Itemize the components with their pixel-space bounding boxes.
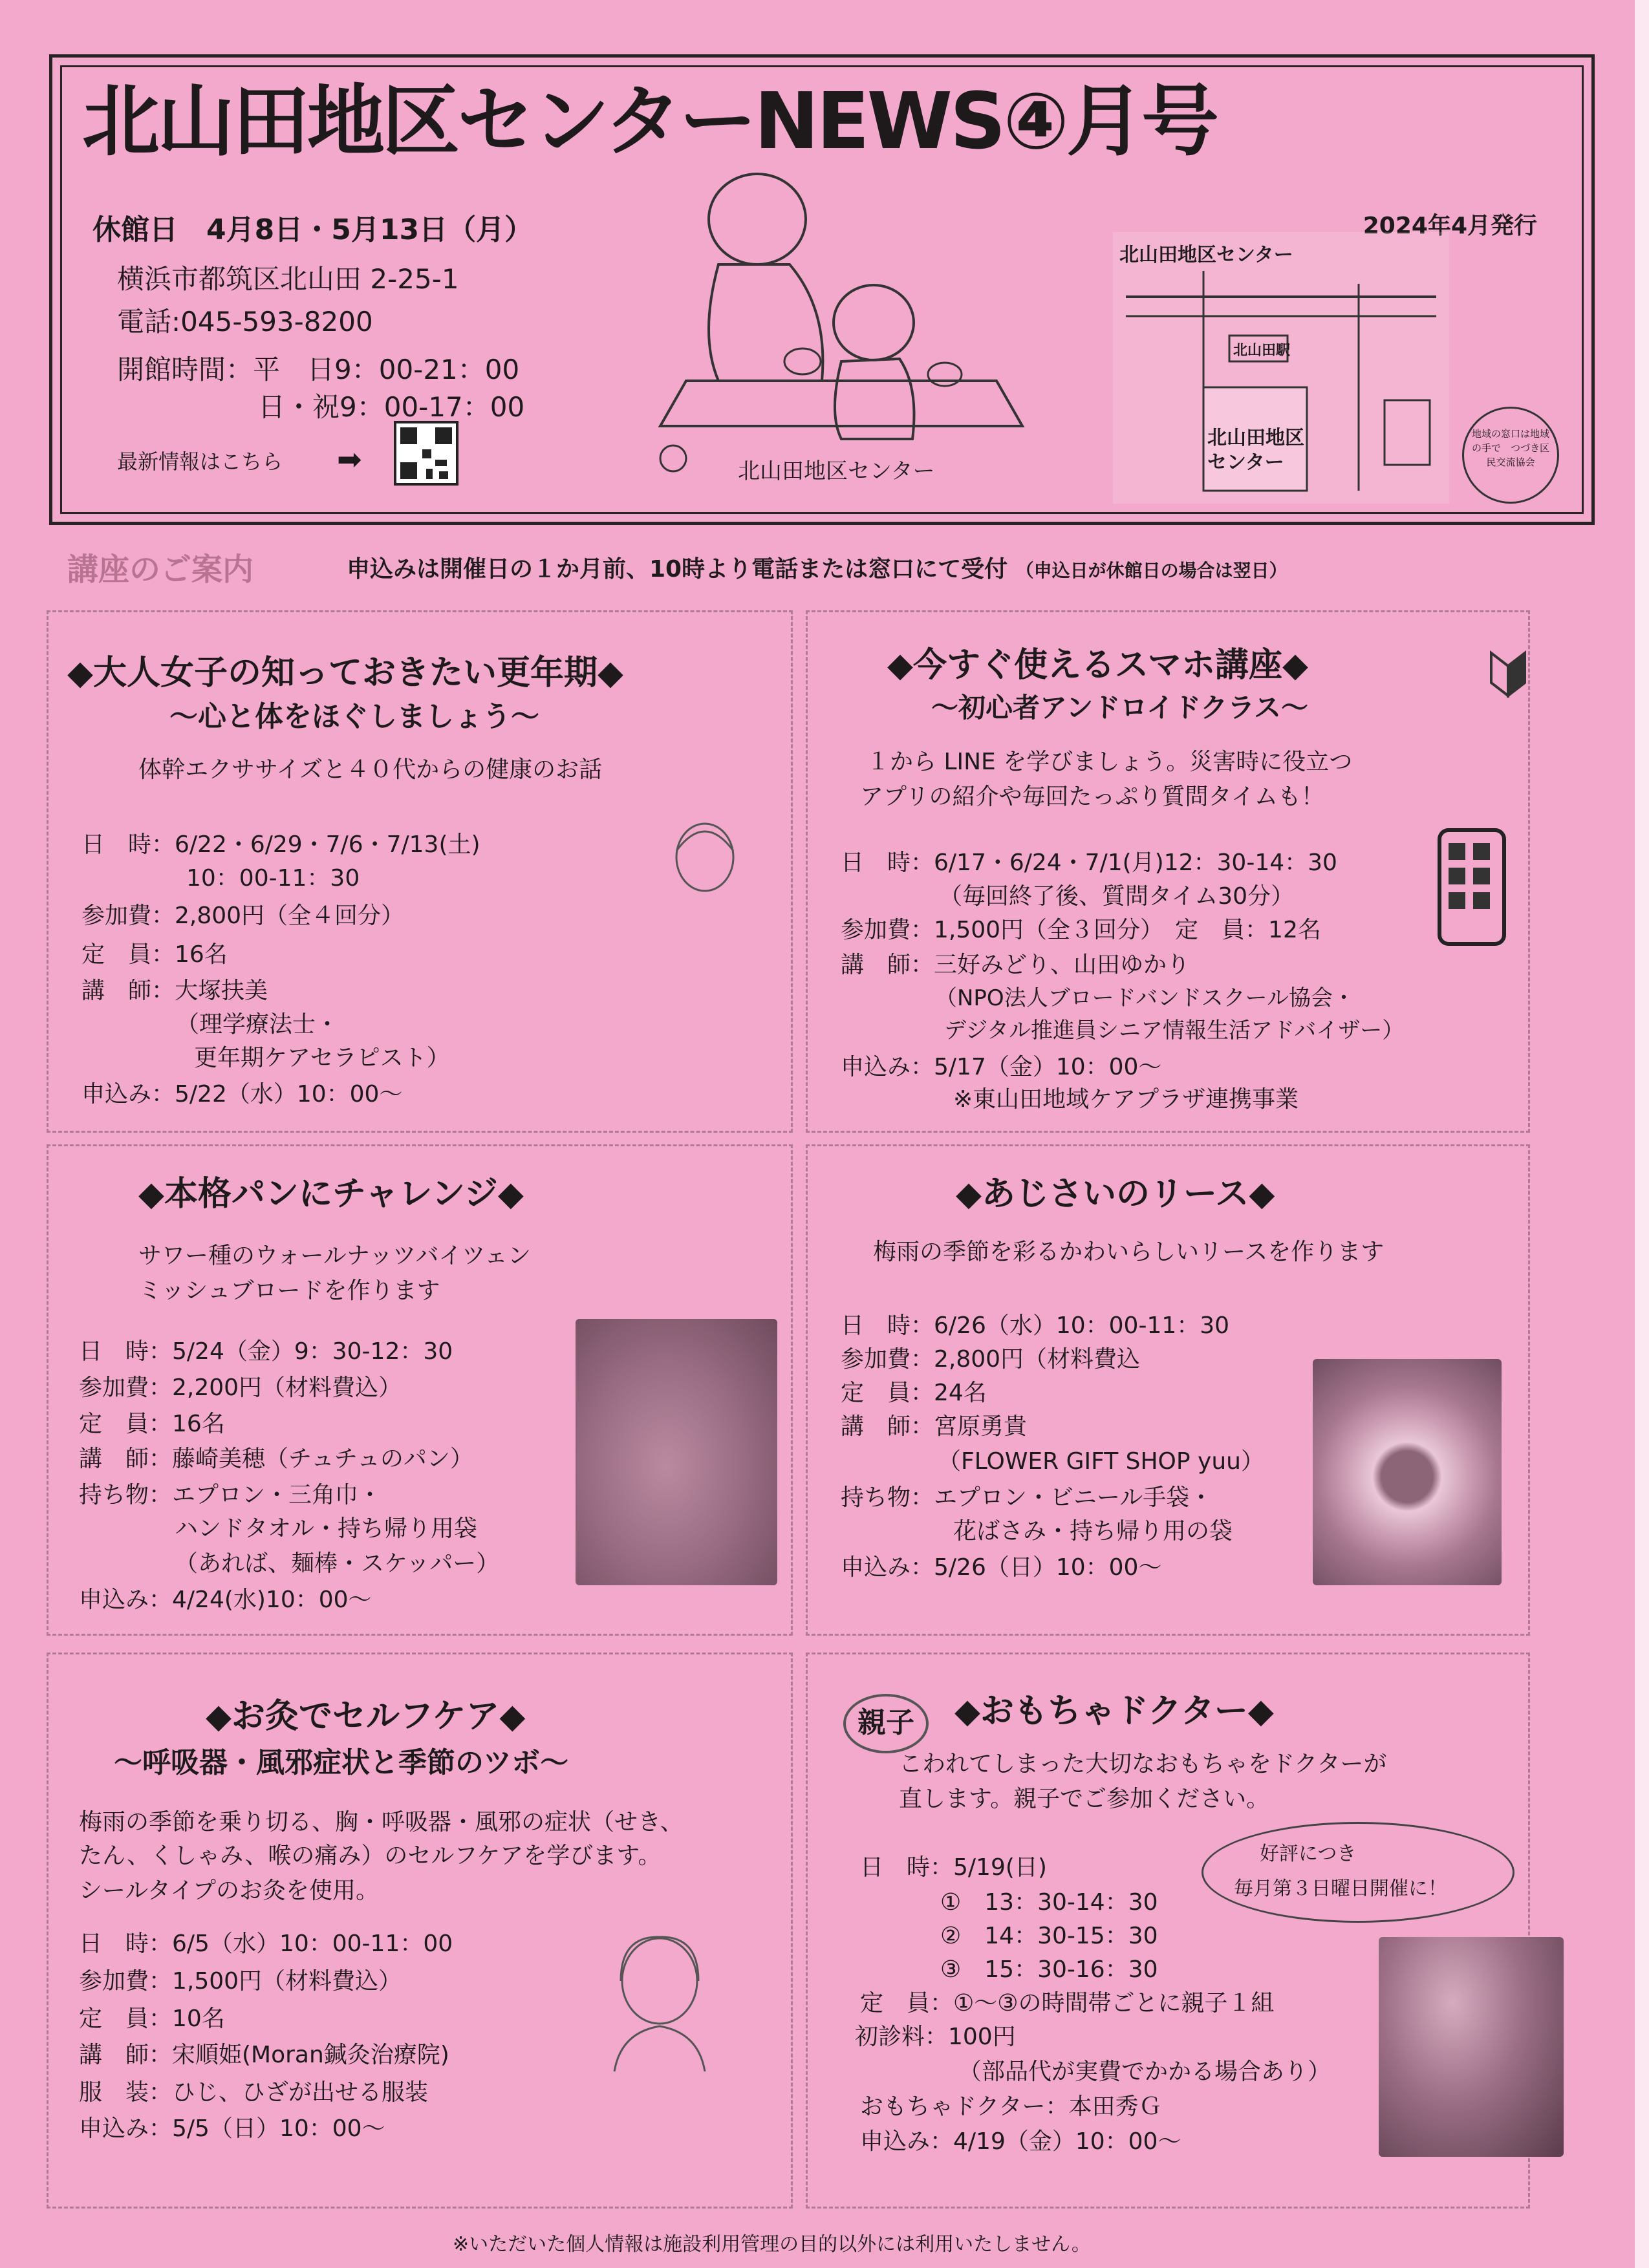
bread-apply: 申込み：4/24(水)10：00～ [79,1587,372,1613]
qr-code[interactable] [394,421,458,486]
menopause-lecturer: 講 師：大塚扶美 [81,978,268,1004]
toy-doctor-slot3: ③ 15：30-16：30 [940,1956,1158,1983]
wreath-photo [1313,1359,1502,1585]
wreath-items1: 持ち物：エプロン・ビニール手袋・ [841,1484,1213,1511]
beginner-mark-icon [1486,647,1531,698]
header-box [49,54,1595,525]
smartphone-date: 日 時：6/17・6/24・7/1(月)12：30-14：30 [841,850,1337,876]
phone: 電話:045-593-8200 [117,306,373,337]
wreath-desc: 梅雨の季節を彩るかわいらしいリースを作ります [873,1239,1385,1265]
moxa-desc1: 梅雨の季節を乗り切る、胸・呼吸器・風邪の症状（せき、 [79,1809,684,1835]
bread-desc2: ミッシュブロードを作ります [138,1278,440,1304]
wreath-items2: 花ばさみ・持ち帰り用の袋 [953,1518,1233,1545]
wreath-fee: 参加費：2,800円（材料費込 [841,1346,1141,1373]
smartphone-desc1: １から LINE を学びましょう。災害時に役立つ [867,749,1353,775]
smartphone-lecturer: 講 師：三好みどり、山田ゆかり [841,952,1191,978]
illustration-caption: 北山田地区センター [738,458,935,484]
toy-doctor-fee: 初診料：100円 [855,2024,1016,2050]
smartphone-fee: 参加費：1,500円（全３回分） 定 員：12名 [841,917,1321,943]
bread-fee: 参加費：2,200円（材料費込） [79,1375,402,1401]
hours-weekday: 開館時間：平 日9：00-21：00 [117,354,520,385]
woman-face-illustration [666,812,744,909]
bread-items1: 持ち物：エプロン・三角巾・ [79,1482,382,1508]
paper-edge [1635,0,1649,2268]
toy-doctor-capacity: 定 員：①～③の時間帯ごとに親子１組 [860,1990,1275,2017]
notice-main: 申込みは開催日の１か月前、10時より電話または窓口にて受付 [347,556,1008,583]
smartphone-desc2: アプリの紹介や毎回たっぷり質問タイムも！ [860,784,1324,810]
hours-holiday: 日・祝9：00-17：00 [258,391,525,423]
notice-text [347,551,1288,584]
issue-date: 2024年4月発行 [1363,213,1537,239]
wreath-lecturer: 講 師：宮原勇貴 [841,1413,1028,1440]
people-eating-illustration [609,167,1074,510]
toy-doctor-desc2: 直します。親子でご参加ください。 [899,1786,1270,1812]
toy-doctor-date: 日 時：5/19(日) [860,1854,1047,1881]
wreath-apply: 申込み：5/26（日）10：00～ [841,1554,1162,1581]
parent-child-badge: 親子 [843,1694,929,1753]
map-center-label: 北山田地区センター [1207,427,1304,474]
bread-photo [576,1319,777,1585]
smartphone-subtitle: ～初心者アンドロイドクラス～ [931,692,1308,723]
moxa-fee: 参加費：1,500円（材料費込） [79,1968,402,1995]
menopause-time: 10：00-11：30 [186,865,360,892]
toy-doctor-apply: 申込み：4/19（金）10：00～ [860,2128,1181,2155]
menopause-title: ◆大人女子の知っておきたい更年期◆ [67,654,623,692]
address: 横浜市都筑区北山田 2-25-1 [117,263,459,295]
moxa-capacity: 定 員：10名 [79,2006,225,2032]
notice-note: （申込日が休館日の場合は翌日） [1015,560,1288,581]
smartphone-apply: 申込み：5/17（金）10：00～ [841,1054,1162,1080]
moxa-apply: 申込み：5/5（日）10：00～ [79,2115,385,2142]
access-map [1113,232,1449,504]
moxa-desc3: シールタイプのお灸を使用。 [79,1878,380,1904]
smartphone-icon [1437,828,1508,947]
menopause-desc: 体幹エクササイズと４０代からの健康のお話 [138,756,603,783]
bread-date: 日 時：5/24（金）9：30-12：30 [79,1338,453,1365]
bubble-line2: 毎月第３日曜日開催に！ [1234,1878,1447,1900]
toy-doctor-name: おもちゃドクター：本田秀Ｇ [860,2093,1162,2120]
wreath-date: 日 時：6/26（水）10：00-11：30 [841,1312,1230,1339]
smartphone-qa-note: （毎回終了後、質問タイム30分） [939,883,1295,910]
privacy-footer: ※いただいた個人情報は施設利用管理の目的以外には利用いたしません。 [453,2233,1091,2256]
toy-doctor-photo [1379,1937,1564,2157]
bread-capacity: 定 員：16名 [79,1411,225,1437]
menopause-subtitle: ～心と体をほぐしましょう～ [169,700,539,733]
moxa-lecturer: 講 師：宋順姫(Moran鍼灸治療院) [79,2042,449,2068]
wreath-capacity: 定 員：24名 [841,1380,987,1406]
closed-days: 休館日 4月8日・5月13日（月） [92,213,534,246]
toy-doctor-slot2: ② 14：30-15：30 [940,1923,1158,1949]
toy-doctor-title: ◆おもちゃドクター◆ [954,1692,1274,1731]
qr-label: 最新情報はこちら [117,449,283,474]
newsletter-title: 北山田地区センターNEWS④月号 [82,77,1216,167]
bread-title: ◆本格パンにチャレンジ◆ [138,1175,524,1214]
smartphone-title: ◆今すぐ使えるスマホ講座◆ [887,646,1308,685]
woman-portrait-illustration [601,1929,718,2071]
toy-doctor-slot1: ① 13：30-14：30 [940,1889,1158,1916]
menopause-lecturer-role2: 更年期ケアセラピスト） [194,1045,450,1071]
smartphone-lecturer-org: （NPO法人ブロードバンドスクール協会・ [935,985,1355,1011]
map-title: 北山田地区センター [1119,244,1293,266]
notice-heading: 講座のご案内 [67,551,254,588]
menopause-fee: 参加費：2,800円（全４回分） [81,903,405,929]
menopause-apply: 申込み：5/22（水）10：00～ [81,1081,403,1107]
smartphone-lecturer-role: デジタル推進員シニア情報生活アドバイザー） [944,1018,1405,1043]
toy-doctor-fee-note: （部品代が実費でかかる場合あり） [958,2059,1331,2085]
bread-items2: ハンドタオル・持ち帰り用袋 [175,1515,478,1542]
menopause-capacity: 定 員：16名 [81,941,228,968]
bubble-line1: 好評につき [1260,1843,1357,1865]
bread-desc1: サワー種のウォールナッツバイツェン [138,1243,531,1269]
bread-lecturer: 講 師：藤崎美穂（チュチュのパン） [79,1446,473,1472]
association-badge: 地域の窓口は地域の手で つづき区民交流協会 [1462,407,1559,504]
wreath-title: ◆あじさいのリース◆ [956,1175,1275,1214]
smartphone-note: ※東山田地域ケアプラザ連携事業 [953,1086,1299,1113]
menopause-lecturer-role: （理学療法士・ [176,1011,339,1038]
moxa-title: ◆お灸でセルフケア◆ [206,1697,526,1736]
arrow-right-icon: ➡ [337,442,362,476]
moxa-subtitle: ～呼吸器・風邪症状と季節のツボ～ [114,1746,569,1779]
moxa-date: 日 時：6/5（水）10：00-11：00 [79,1931,453,1957]
menopause-date: 日 時：6/22・6/29・7/6・7/13(土) [81,831,480,858]
moxa-desc2: たん、くしゃみ、喉の痛み）のセルフケアを学びます。 [79,1843,662,1869]
toy-doctor-desc1: こわれてしまった大切なおもちゃをドクターが [899,1751,1387,1777]
moxa-clothing: 服 装：ひじ、ひざが出せる服装 [79,2079,429,2106]
bread-items3: （あれば、麺棒・スケッパー） [175,1550,500,1577]
map-station: 北山田駅 [1233,343,1291,359]
wreath-lecturer-shop: （FLOWER GIFT SHOP yuu） [938,1448,1264,1475]
